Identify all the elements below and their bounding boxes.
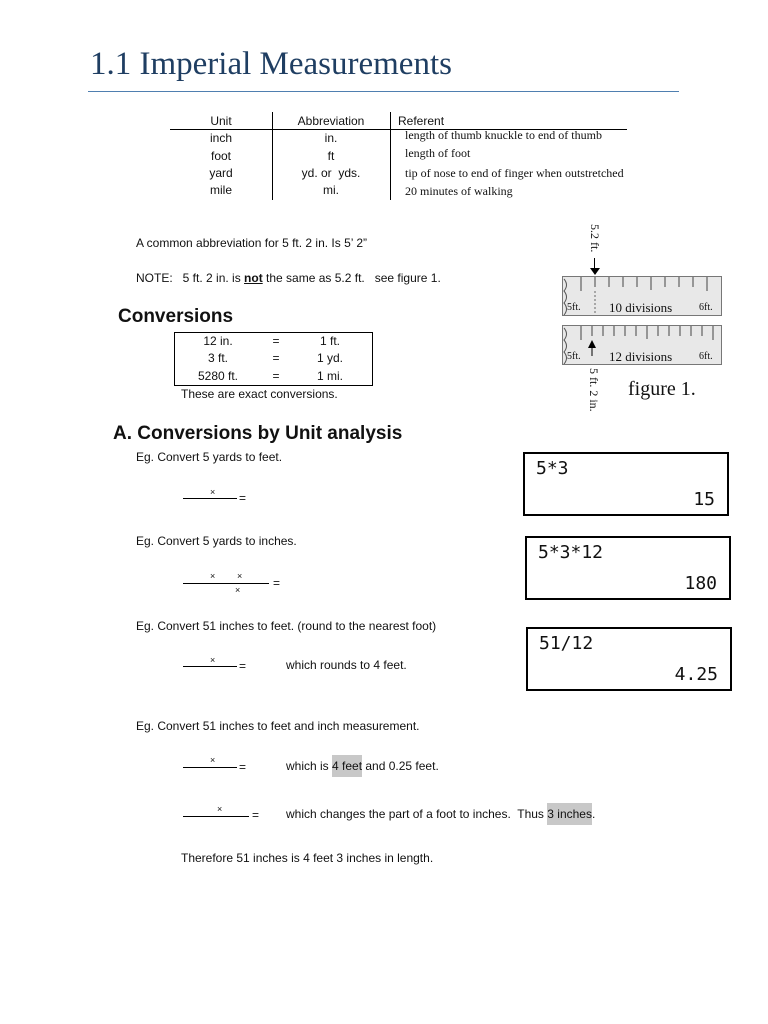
table-cell-unit: inch xyxy=(209,131,232,145)
figure-caption: figure 1. xyxy=(628,378,696,400)
col-header-abbreviation: Abbreviation xyxy=(297,114,365,128)
table-cell-referent: length of foot xyxy=(405,146,471,160)
calc-result: 4.25 xyxy=(674,664,718,685)
example-4-prompt: Eg. Convert 51 inches to feet and inch measurement. xyxy=(136,719,420,733)
calculator-display-3 xyxy=(526,627,732,691)
page-title: 1.1 Imperial Measurements xyxy=(90,46,452,82)
ruler-bottom-divisions: 12 divisions xyxy=(609,349,673,364)
ruler-top-end: 6ft. xyxy=(699,302,713,313)
table-divider xyxy=(390,112,391,200)
calc-expression: 51/12 xyxy=(539,633,594,654)
note-emphasis: not xyxy=(244,271,263,285)
example-3-result: which rounds to 4 feet. xyxy=(286,658,407,672)
calc-result: 180 xyxy=(684,573,717,594)
conclusion-text: Therefore 51 inches is 4 feet 3 inches in length. xyxy=(181,851,434,865)
calculator-display-2 xyxy=(525,536,731,600)
ruler-top-divisions: 10 divisions xyxy=(609,300,673,315)
calculator-display-1 xyxy=(523,452,729,516)
table-cell-unit: mile xyxy=(209,183,232,197)
table-divider xyxy=(272,112,273,200)
col-header-referent: Referent xyxy=(398,114,445,128)
ruler-bottom-end: 6ft. xyxy=(699,351,713,362)
table-cell-referent: 20 minutes of walking xyxy=(405,184,513,198)
table-cell-abbreviation: yd. or yds. xyxy=(301,166,361,180)
conversions-note: These are exact conversions. xyxy=(181,387,338,401)
table-cell-referent: tip of nose to end of finger when outstretched xyxy=(405,166,624,180)
figure-bottom-label: 5 ft. 2 in. xyxy=(587,368,601,412)
ruler-top xyxy=(562,276,722,316)
conversions-heading: Conversions xyxy=(118,306,234,327)
title-underline xyxy=(88,91,679,92)
calc-expression: 5*3*12 xyxy=(538,542,604,563)
common-abbreviation-text: A common abbreviation for 5 ft. 2 in. Is 5’ 2” xyxy=(136,236,367,250)
ruler-bottom-start: 5ft. xyxy=(567,351,581,362)
table-cell-unit: foot xyxy=(210,149,231,163)
table-cell-unit: yard xyxy=(209,166,233,180)
example-2-prompt: Eg. Convert 5 yards to inches. xyxy=(136,534,297,548)
example-3-prompt: Eg. Convert 51 inches to feet. (round to the nearest foot) xyxy=(136,619,437,633)
note-text: NOTE: 5 ft. 2 in. is not the same as 5.2 ft. see figure 1. xyxy=(136,271,441,285)
table-cell-abbreviation: in. xyxy=(324,131,338,145)
table-cell-abbreviation: mi. xyxy=(323,183,339,197)
highlight-feet: 4 feet xyxy=(332,755,362,777)
section-a-heading: A. Conversions by Unit analysis xyxy=(113,423,403,444)
ruler-bottom xyxy=(562,325,722,365)
ruler-top-start: 5ft. xyxy=(567,302,581,313)
example-1-prompt: Eg. Convert 5 yards to feet. xyxy=(136,450,283,464)
arrow-down-icon xyxy=(590,268,600,275)
calc-result: 15 xyxy=(693,489,715,510)
figure-top-label: 5.2 ft. xyxy=(588,224,602,253)
table-cell-abbreviation: ft xyxy=(327,149,335,163)
col-header-unit: Unit xyxy=(210,114,232,128)
example-4-result-2: which changes the part of a foot to inches. Thus 3 inches. xyxy=(286,807,595,821)
calc-expression: 5*3 xyxy=(536,458,569,479)
highlight-inches: 3 inches xyxy=(547,803,592,825)
table-cell-referent: length of thumb knuckle to end of thumb xyxy=(405,128,602,142)
example-4-result-1: which is 4 feet and 0.25 feet. xyxy=(286,759,439,773)
